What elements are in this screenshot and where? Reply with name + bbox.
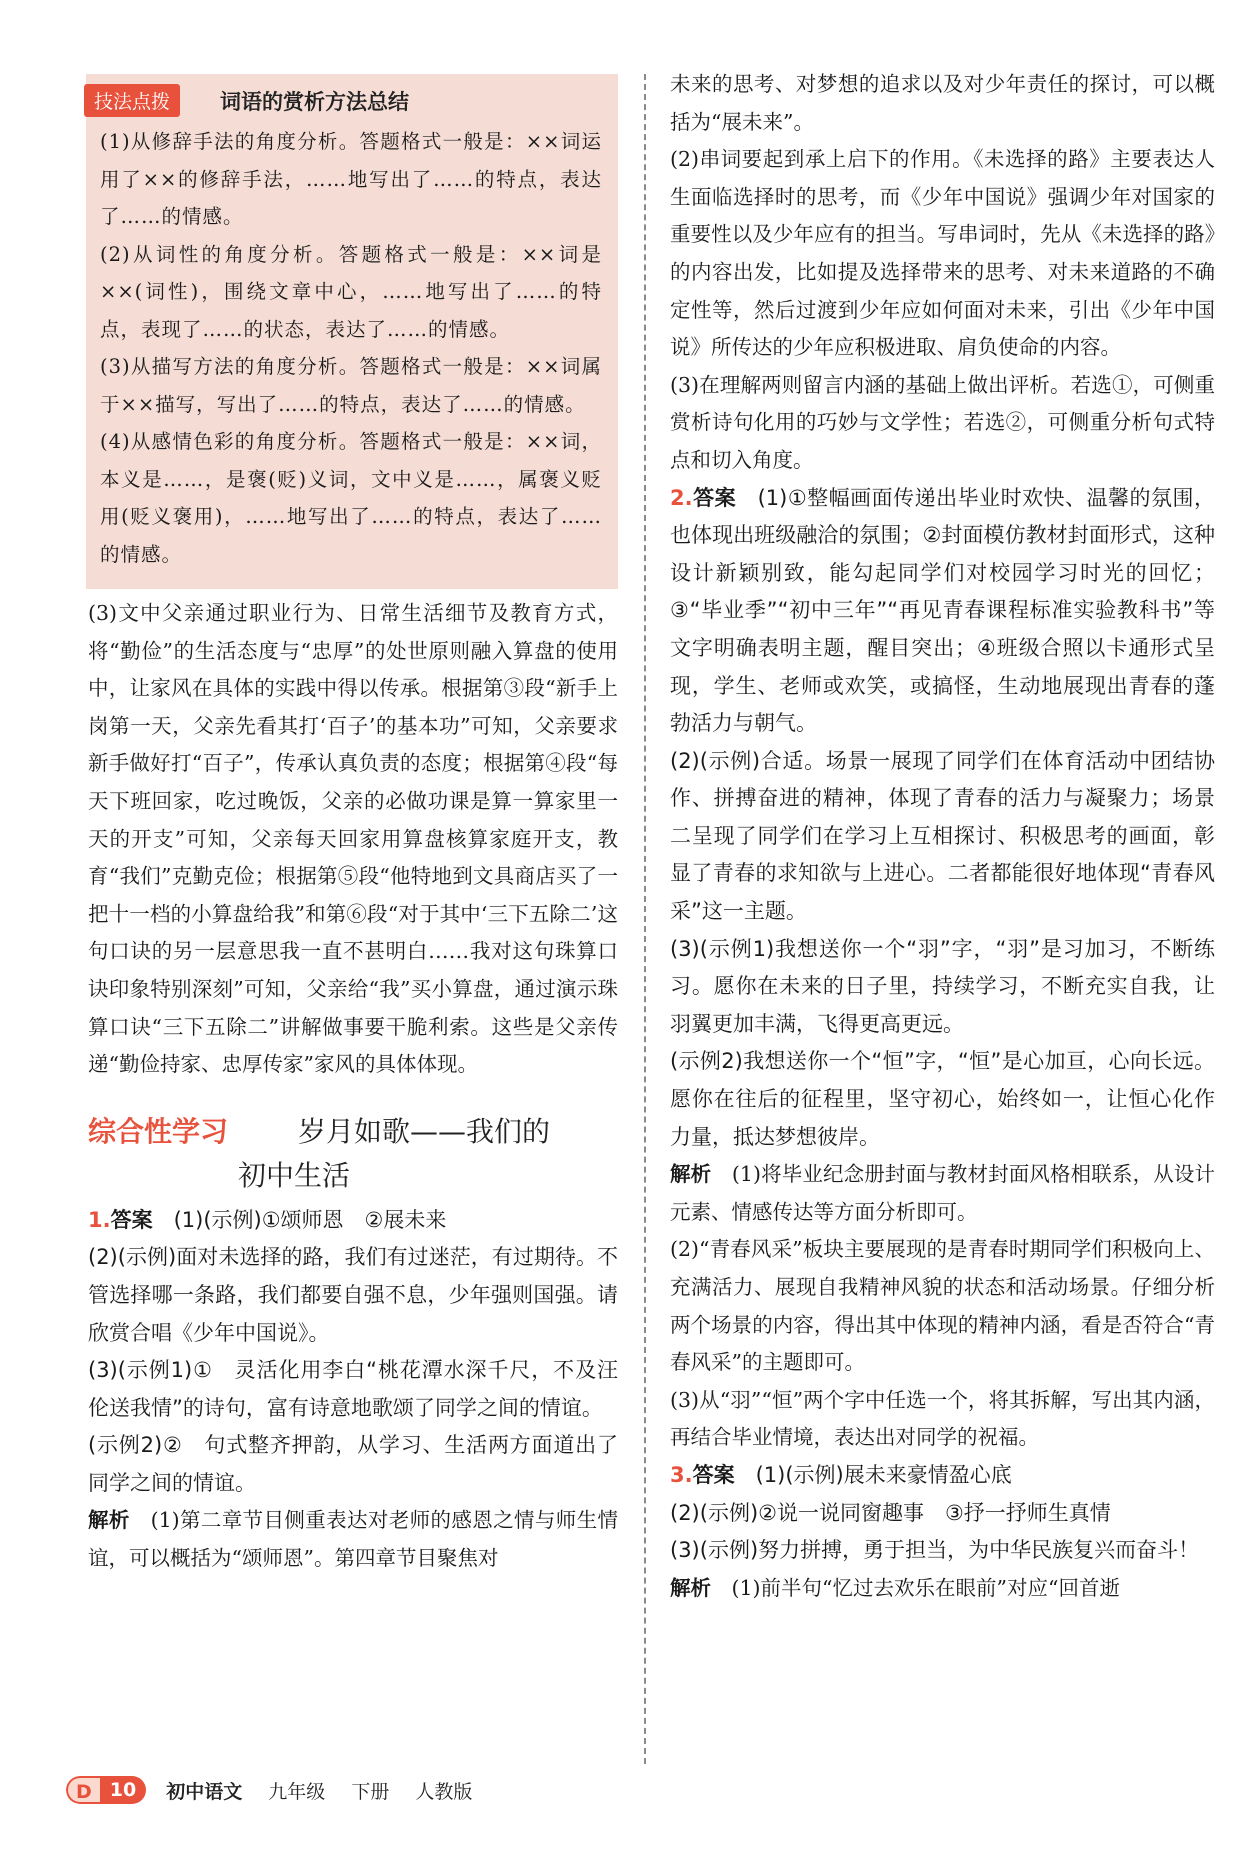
badge-letter: D — [66, 1776, 100, 1804]
footer-edition: 人教版 — [415, 1780, 473, 1803]
q1-answer-label: 答案 — [110, 1207, 153, 1232]
tip-badge: 技法点拨 — [84, 84, 180, 117]
q2-analysis-label: 解析 — [670, 1162, 712, 1187]
tip-header — [94, 84, 602, 117]
q2-analysis-1 — [670, 1156, 1215, 1231]
q2-answer-3: (3)(示例1)我想送你一个“羽”字，“羽”是习加习，不断练习。愿你在未来的日子里，持续学习，不断充实自我，让羽翼更加丰满，飞得更高更远。 — [670, 936, 1215, 1036]
page-number: 10 — [100, 1776, 146, 1804]
q1-analysis-text: (1)第二章节目侧重表达对老师的感恩之情与师生情谊，可以概括为“颂师恩”。第四章节目聚焦对 — [88, 1508, 618, 1571]
section-subtitle: 初中生活 — [238, 1158, 351, 1192]
q3-answer-1 — [670, 1457, 1215, 1495]
q1-answer-4: (示例2)② 句式整齐押韵，从学习、生活两方面道出了同学之间的情谊。 — [88, 1433, 618, 1495]
q1-analysis — [88, 1502, 618, 1577]
q2-analysis-1-text: (1)将毕业纪念册封面与教材封面风格相联系，从设计元素、情感传达等方面分析即可。 — [670, 1162, 1215, 1224]
section-heading — [88, 1102, 618, 1194]
q3-answer-2: (2)(示例)②说一说同窗趣事 ③抒一抒师生真情 — [670, 1500, 1111, 1525]
section-title: 岁月如歌——我们的 — [298, 1114, 551, 1148]
q3-analysis — [670, 1570, 1215, 1608]
tip-item-3: (3)从描写方法的角度分析。答题格式一般是：××词属于××描写，写出了……的特点，表达了……的情感。 — [100, 355, 602, 416]
q3-answer-1-text: (1)(示例)展未来豪情盈心底 — [755, 1462, 1012, 1487]
q2-analysis-2: (2)“青春风采”板块主要展现的是青春时期同学们积极向上、充满活力、展现自我精神风貌的状态和活动场景。仔细分析两个场景的内容，得出其中体现的精神内涵，看是否符合“青春风采”的主题即可。 — [670, 1237, 1215, 1375]
footer-volume: 下册 — [351, 1780, 390, 1803]
q2-answer-1-text: (1)①整幅画面传递出毕业时欢快、温馨的氛围，也体现出班级融洽的氛围；②封面模仿教材封面形式，这种设计新颖别致，能勾起同学们对校园学习时光的回忆；③“毕业季”“初中三年”“再见青春课程标准实验教科书”等文字明确表明主题，醒目突出；④班级合照以卡通形式呈现，学生、老师或欢笑，或搞怪，生动地展现出青春的蓬勃活力与朝气。 — [670, 485, 1216, 736]
tip-box — [86, 74, 618, 589]
footer-info — [166, 1777, 492, 1804]
q3-analysis-label: 解析 — [670, 1575, 711, 1600]
continued-text: 未来的思考、对梦想的追求以及对少年责任的探讨，可以概括为“展未来”。 — [670, 72, 1215, 134]
q3-analysis-text: (1)前半句“忆过去欢乐在眼前”对应“回首逝 — [731, 1575, 1120, 1600]
q1-number: 1. — [88, 1207, 111, 1232]
right-column — [670, 66, 1215, 1607]
tip-item-4: (4)从感情色彩的角度分析。答题格式一般是：××词，本义是……，是褒(贬)义词，文中义是……，属褒义贬用(贬义褒用)，……地写出了……的特点，表达了……的情感。 — [100, 430, 602, 566]
q1-answer-1-text: (1)(示例)①颂师恩 ②展未来 — [173, 1207, 447, 1232]
right-paragraph-3: (3)在理解两则留言内涵的基础上做出评析。若选①，可侧重赏析诗句化用的巧妙与文学性；若选②，可侧重分析句式特点和切入角度。 — [670, 372, 1215, 472]
q2-answer-label: 答案 — [692, 485, 737, 510]
q2-answer-4: (示例2)我想送你一个“恒”字，“恒”是心加亘，心向长远。愿你在往后的征程里，坚守初心，始终如一，让恒心化作力量，抵达梦想彼岸。 — [670, 1049, 1215, 1149]
page-badge — [66, 1776, 146, 1804]
q3-answer-3: (3)(示例)努力拼搏，勇于担当，为中华民族复兴而奋斗！ — [670, 1538, 1200, 1563]
column-divider — [644, 74, 646, 1764]
footer-subject: 初中语文 — [166, 1780, 243, 1803]
q1-answer-1 — [88, 1202, 618, 1240]
tip-title: 词语的赏析方法总结 — [220, 89, 410, 114]
tip-item-2: (2)从词性的角度分析。答题格式一般是：××词是××(词性)，围绕文章中心，……地写出了……的特点，表现了……的状态，表达了……的情感。 — [100, 242, 602, 341]
q2-answer-1 — [670, 480, 1215, 743]
right-paragraph-2: (2)串词要起到承上启下的作用。《未选择的路》主要表达人生面临选择时的思考，而《少年中国说》强调少年对国家的重要性以及少年应有的担当。写串词时，先从《未选择的路》的内容出发，比如提及选择带来的思考、对未来道路的不确定性等，然后过渡到少年应如何面对未来，引出《少年中国说》所传达的少年应积极进取、肩负使命的内容。 — [670, 147, 1215, 360]
page-footer — [66, 1776, 492, 1804]
footer-grade: 九年级 — [268, 1780, 326, 1803]
q2-analysis-3: (3)从“羽”“恒”两个字中任选一个，将其拆解，写出其内涵，再结合毕业情境，表达出对同学的祝福。 — [670, 1387, 1215, 1450]
q1-answer-2: (2)(示例)面对未选择的路，我们有过迷茫，有过期待。不管选择哪一条路，我们都要自强不息，少年强则国强。请欣赏合唱《少年中国说》。 — [88, 1245, 618, 1345]
q2-answer-2: (2)(示例)合适。场景一展现了同学们在体育活动中团结协作、拼搏奋进的精神，体现了青春的活力与凝聚力；场景二呈现了同学们在学习上互相探讨、积极思考的画面，彰显了青春的求知欲与上进心。二者都能很好地体现“青春风采”这一主题。 — [670, 748, 1215, 924]
paragraph-3: (3)文中父亲通过职业行为、日常生活细节及教育方式，将“勤俭”的生活态度与“忠厚”的处世原则融入算盘的使用中，让家风在具体的实践中得以传承。根据第③段“新手上岗第一天，父亲先看其打‘百子’的基本功”可知，父亲要求新手做好打“百子”，传承认真负责的态度；根据第④段“每天下班回家，吃过晚饭，父亲的必做功课是算一算家里一天的开支”可知，父亲每天回家用算盘核算家庭开支，教育“我们”克勤克俭；根据第⑤段“他特地到文具商店买了一把十一档的小算盘给我”和第⑥段“对于其中‘三下五除二’这句口诀的另一层意思我一直不甚明白……我对这句珠算口诀印象特别深刻”可知，父亲给“我”买小算盘，通过演示珠算口诀“三下五除二”讲解做事要干脆利索。这些是父亲传递“勤俭持家、忠厚传家”家风的具体体现。 — [88, 601, 618, 1077]
tip-item-1: (1)从修辞手法的角度分析。答题格式一般是：××词运用了××的修辞手法，……地写出了……的特点，表达了……的情感。 — [100, 130, 602, 228]
q1-analysis-label: 解析 — [88, 1508, 130, 1533]
section-tag: 综合性学习 — [88, 1114, 229, 1148]
q3-answer-label: 答案 — [692, 1462, 735, 1487]
q2-number: 2. — [670, 485, 693, 510]
left-column — [88, 74, 618, 1578]
q3-number: 3. — [670, 1462, 693, 1487]
q1-answer-3: (3)(示例1)① 灵活化用李白“桃花潭水深千尺，不及汪伦送我情”的诗句，富有诗意地歌颂了同学之间的情谊。 — [88, 1358, 618, 1420]
